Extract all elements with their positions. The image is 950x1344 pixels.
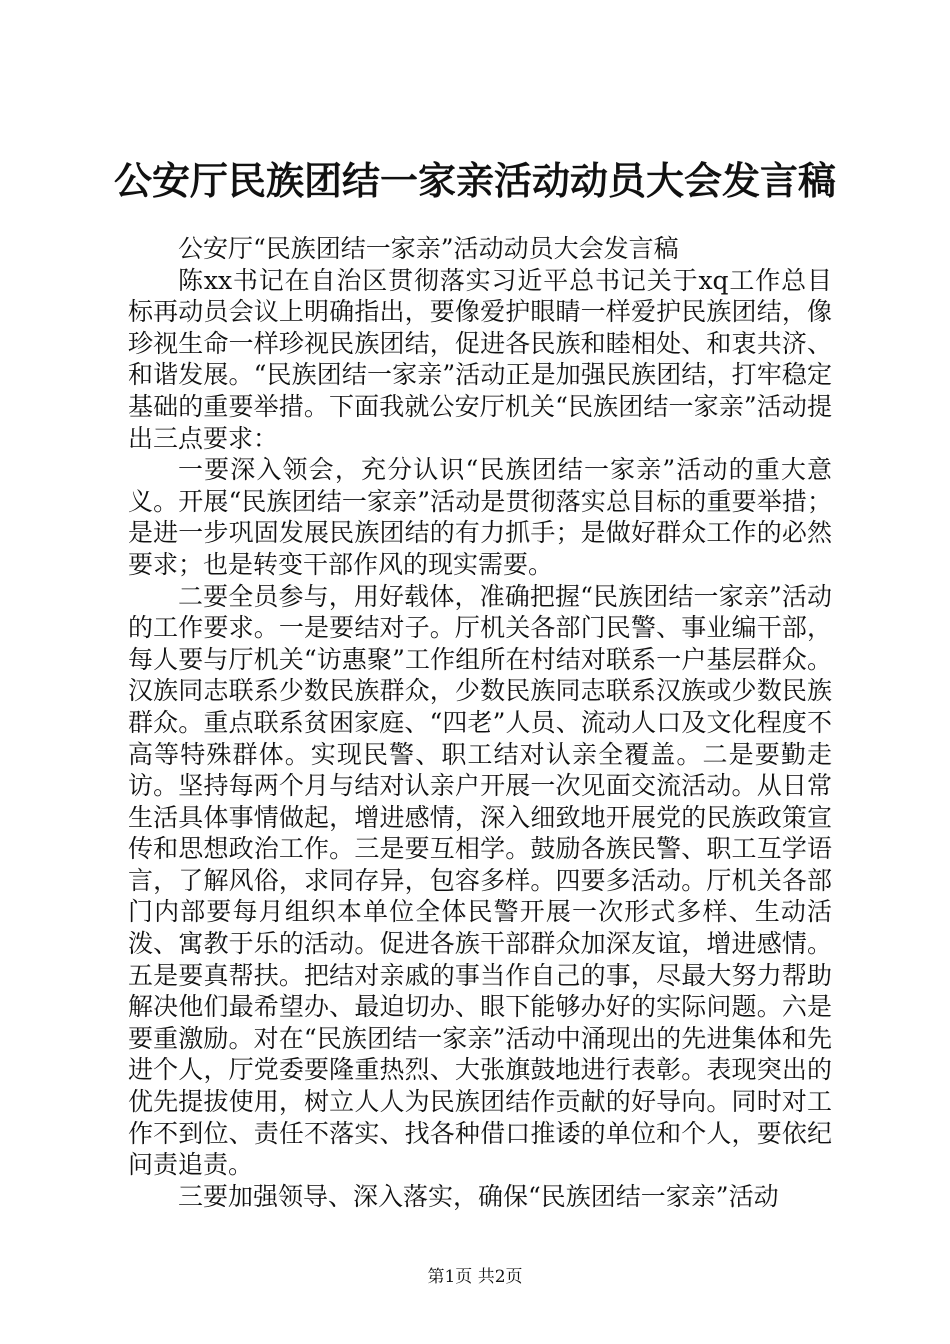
intro-paragraph: 陈xx书记在自治区贯彻落实习近平总书记关于xq工作总目标再动员会议上明确指出，要像爱护眼睛一样爱护民族团结，像珍视生命一样珍视民族团结，促进各民族和睦相处、和衷共济、和谐发展。“民族团结一家亲”活动正是加强民族团结，打牢稳定基础的重要举措。下面我就公安厅机关“民族团结一家亲”活动提出三点要求： [128,265,832,453]
page-number-footer: 第1页 共2页 [427,1267,523,1287]
document-body [128,233,832,1212]
subtitle-paragraph: 公安厅“民族团结一家亲”活动动员大会发言稿 [178,234,679,263]
requirement-two-paragraph: 二要全员参与，用好载体，准确把握“民族团结一家亲”活动的工作要求。一是要结对子。厅机关各部门民警、事业编干部，每人要与厅机关“访惠聚”工作组所在村结对联系一户基层群众。汉族同志联系少数民族群众，少数民族同志联系汉族或少数民族群众。重点联系贫困家庭、“四老”人员、流动人口及文化程度不高等特殊群体。实现民警、职工结对认亲全覆盖。二是要勤走访。坚持每两个月与结对认亲户开展一次见面交流活动。从日常生活具体事情做起，增进感情，深入细致地开展党的民族政策宣传和思想政治工作。三是要互相学。鼓励各族民警、职工互学语言，了解风俗，求同存异，包容多样。四要多活动。厅机关各部门内部要每月组织本单位全体民警开展一次形式多样、生动活泼、寓教于乐的活动。促进各族干部群众加深友谊，增进感情。五是要真帮扶。把结对亲戚的事当作自己的事，尽最大努力帮助解决他们最希望办、最迫切办、眼下能够办好的实际问题。六是要重激励。对在“民族团结一家亲”活动中涌现出的先进集体和先进个人，厅党委要隆重热烈、大张旗鼓地进行表彰。表现突出的优先提拔使用，树立人人为民族团结作贡献的好导向。同时对工作不到位、责任不落实、找各种借口推诿的单位和个人，要依纪问责追责。 [128,581,832,1180]
document-title: 公安厅民族团结一家亲活动动员大会发言稿 [113,158,836,203]
requirement-three-paragraph: 三要加强领导、深入落实，确保“民族团结一家亲”活动 [178,1181,779,1211]
requirement-one-paragraph: 一要深入领会，充分认识“民族团结一家亲”活动的重大意义。开展“民族团结一家亲”活动是贯彻落实总目标的重要举措；是进一步巩固发展民族团结的有力抓手；是做好群众工作的必然要求；也是转变干部作风的现实需要。 [128,455,832,579]
